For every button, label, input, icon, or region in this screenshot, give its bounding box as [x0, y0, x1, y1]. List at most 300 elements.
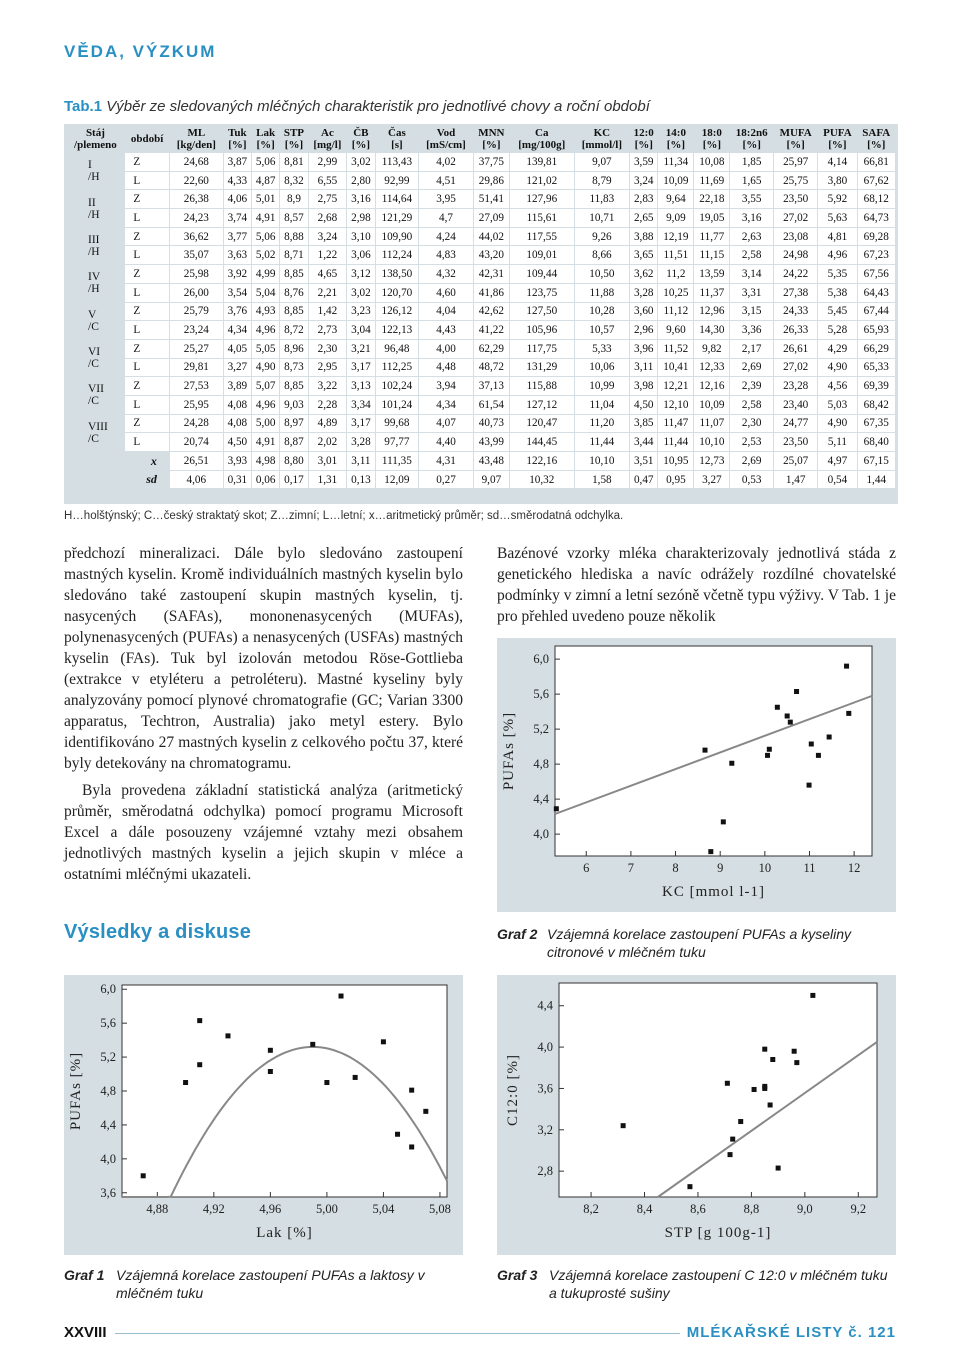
table-cell: 9,07: [473, 470, 509, 489]
table-cell: 113,43: [375, 153, 419, 172]
table-cell: 9,09: [658, 209, 694, 228]
y-tick-label: 6,0: [100, 982, 116, 997]
stats-label: sd: [66, 470, 169, 489]
column-header-line: [%]: [666, 139, 686, 151]
table-row: [66, 153, 896, 172]
table-cell: 0,13: [347, 470, 375, 489]
y-tick-label: 4,8: [533, 757, 549, 772]
column-header-line: [%]: [742, 139, 761, 151]
table-cell: L: [125, 209, 170, 228]
table-cell: 2,30: [730, 414, 774, 433]
column-header-line: Lak: [256, 127, 276, 139]
table-cell: 8,32: [280, 171, 308, 190]
table-cell: 24,22: [774, 265, 818, 284]
table-cell: 66,29: [857, 339, 896, 358]
x-tick-label: 9,0: [797, 1202, 813, 1216]
column-header-line: [%]: [256, 139, 275, 151]
data-point: [770, 1057, 775, 1062]
table-cell: L: [125, 433, 170, 452]
table-cell: 51,41: [473, 190, 509, 209]
table-cell: 10,25: [658, 283, 694, 302]
table-cell: 25,79: [169, 302, 223, 321]
table-cell: 3,89: [223, 377, 251, 396]
table-cell: 3,77: [223, 227, 251, 246]
table-cell: 48,72: [473, 358, 509, 377]
table-cell: 4,29: [818, 339, 857, 358]
table-cell: 12,73: [694, 452, 730, 471]
table-cell: 4,89: [308, 414, 347, 433]
table-cell: 12,10: [658, 395, 694, 414]
stable-breed: /H: [88, 283, 100, 296]
table-cell: Z: [125, 265, 170, 284]
table-cell: 26,33: [774, 321, 818, 340]
table-cell: 8,85: [280, 377, 308, 396]
table-cell: 2,96: [630, 321, 658, 340]
table-cell: 10,10: [694, 433, 730, 452]
column-header: [694, 126, 730, 153]
table-cell: 4,96: [252, 321, 280, 340]
table-cell: 2,73: [308, 321, 347, 340]
y-tick-label: 5,6: [533, 687, 549, 702]
data-point: [197, 1062, 202, 1067]
x-tick-label: 6: [583, 861, 590, 875]
data-point: [183, 1080, 188, 1085]
column-header: [375, 126, 419, 153]
table-cell: 138,50: [375, 265, 419, 284]
table-cell: 105,96: [509, 321, 574, 340]
table-cell: 3,98: [630, 377, 658, 396]
table-cell: 3,60: [630, 302, 658, 321]
table-cell: 64,43: [857, 283, 896, 302]
table-cell: 22,18: [694, 190, 730, 209]
x-tick-label: 4,92: [202, 1202, 225, 1216]
table-row: [66, 339, 896, 358]
table-cell: 3,11: [347, 452, 375, 471]
table-cell: 122,13: [375, 321, 419, 340]
table-cell: 120,47: [509, 414, 574, 433]
table-cell: 3,74: [223, 209, 251, 228]
table-cell: 3,95: [419, 190, 474, 209]
table-cell: 0,47: [630, 470, 658, 489]
table-cell: 12,16: [694, 377, 730, 396]
stable-breed: /H: [88, 245, 100, 258]
right-column: [497, 543, 896, 633]
table-cell: 68,42: [857, 395, 896, 414]
table-cell: 1,42: [308, 302, 347, 321]
table-cell: 3,16: [730, 209, 774, 228]
column-header-line: [%]: [828, 139, 847, 151]
stable-breed: /C: [88, 432, 99, 445]
table-cell: 11,51: [658, 246, 694, 265]
table-cell: 3,94: [419, 377, 474, 396]
table-cell: 127,50: [509, 302, 574, 321]
table-cell: Z: [125, 153, 170, 172]
table-cell: 4,65: [308, 265, 347, 284]
footer-divider: [115, 1333, 680, 1334]
column-header-line: [mmol/l]: [581, 139, 623, 151]
stats-label: x: [66, 452, 169, 471]
table-cell: 3,22: [308, 377, 347, 396]
table-cell: 2,99: [308, 153, 347, 172]
table-cell: 3,24: [308, 227, 347, 246]
table-cell: 20,74: [169, 433, 223, 452]
table-cell: 3,85: [630, 414, 658, 433]
table-cell: 10,09: [658, 171, 694, 190]
stable-breed: /C: [88, 320, 99, 333]
table-cell: 11,77: [694, 227, 730, 246]
table-cell: 2,02: [308, 433, 347, 452]
table-row: [66, 302, 896, 321]
stable-cell: [66, 302, 125, 339]
data-table-container: [64, 124, 898, 504]
table-cell: 3,11: [630, 358, 658, 377]
table-cell: 5,05: [252, 339, 280, 358]
table-cell: 117,75: [509, 339, 574, 358]
stable-cell: [66, 227, 125, 264]
table-cell: 27,09: [473, 209, 509, 228]
y-tick-label: 5,6: [100, 1016, 116, 1031]
table-cell: 3,23: [347, 302, 375, 321]
column-header: [818, 126, 857, 153]
data-point: [687, 1184, 692, 1189]
column-header-line: SAFA: [862, 127, 891, 139]
table-cell: 112,24: [375, 246, 419, 265]
data-point: [721, 819, 726, 824]
x-axis-label: STP [g 100g-1]: [664, 1225, 772, 1241]
table-cell: 109,01: [509, 246, 574, 265]
table-cell: 25,97: [774, 153, 818, 172]
data-point: [310, 1042, 315, 1047]
column-header: [574, 126, 629, 153]
x-tick-label: 5,08: [428, 1202, 451, 1216]
data-point: [788, 720, 793, 725]
table-cell: 68,40: [857, 433, 896, 452]
column-header-line: období: [130, 133, 164, 145]
data-point: [765, 753, 770, 758]
stable-cell: [66, 377, 125, 414]
table-cell: 4,90: [818, 414, 857, 433]
x-tick-label: 5,00: [315, 1202, 338, 1216]
table-cell: 42,62: [473, 302, 509, 321]
table-cell: 5,35: [818, 265, 857, 284]
column-header: [630, 126, 658, 153]
table-cell: 3,34: [347, 395, 375, 414]
table-row: [66, 190, 896, 209]
paragraph: Byla provedena základní statistická analýza (aritmetický průměr, směrodatná odchylka) pomocí programu Microsoft Excel a dále posouzeny vzájemné vztahy mezi obsahem jednotlivých mastných kyselin a jejich skupin v mléce a ostatními mléčnými ukazateli.: [64, 782, 463, 883]
table-cell: 3,51: [630, 452, 658, 471]
table-cell: 44,02: [473, 227, 509, 246]
column-header-line: ML: [187, 127, 206, 139]
table-cell: 14,30: [694, 321, 730, 340]
stable-cell: [66, 339, 125, 376]
paragraph: Bazénové vzorky mléka charakterizovaly jednotlivá stáda z genetického hlediska a navíc odrážely rozdílné chovatelské podmínky v zimní a letní sezóně včetně typu výživy. V Tab. 1 je pro přehled uvedeno pouze několik: [497, 545, 896, 625]
y-axis-label: C12:0 [%]: [505, 1054, 521, 1126]
table-cell: 67,15: [857, 452, 896, 471]
column-header-line: Vod: [436, 127, 456, 139]
table-cell: L: [125, 395, 170, 414]
table-cell: 5,06: [252, 227, 280, 246]
column-header-line: [%]: [284, 139, 304, 151]
table-cell: 8,85: [280, 265, 308, 284]
table-cell: 4,50: [630, 395, 658, 414]
table-cell: L: [125, 171, 170, 190]
table-cell: 61,54: [473, 395, 509, 414]
table-cell: 4,98: [252, 452, 280, 471]
table-cell: 92,99: [375, 171, 419, 190]
table-cell: 3,21: [347, 339, 375, 358]
y-tick-label: 4,4: [533, 792, 549, 807]
data-point: [738, 1119, 743, 1124]
table-cell: 11,47: [658, 414, 694, 433]
page-number: XXVIII: [64, 1324, 107, 1341]
column-header-line: STP: [283, 127, 305, 139]
table-cell: 23,28: [774, 377, 818, 396]
table-cell: 4,07: [419, 414, 474, 433]
paragraph: předchozí mineralizaci. Dále bylo sledováno zastoupení mastných kyselin. Kromě individuálních mastných kyselin bylo sledováno také zastoupení skupin mastných kyselin, tj. nasycených (SAFAs), mononenasycených (MUFAs), polynenasycených (PUFAs) a nenasycených (USFAs) mastných kyselin (FAs). Tuk byl izolován metodou Röse-Gottlieba (extrakce v etyléteru a petroléteru). Mastné kyseliny byly analyzovány pomocí plynové chromatografie (GC; Varian 3300 apparatus, Techtron, Australia) jako metyl estery. Bylo identifikováno 27 mastných kyselin z celkového počtu 37, které byly detekovány na chromatogramu.: [64, 545, 463, 772]
column-header-line: [%]: [482, 139, 501, 151]
column-header-line: [mS/cm]: [426, 139, 466, 151]
table-cell: 4,31: [419, 452, 474, 471]
table-cell: 2,80: [347, 171, 375, 190]
table-cell: 8,66: [574, 246, 629, 265]
data-point: [816, 753, 821, 758]
table-cell: 3,02: [347, 153, 375, 172]
column-header: [419, 126, 474, 153]
table-cell: 9,03: [280, 395, 308, 414]
table-cell: 0,95: [658, 470, 694, 489]
data-point: [785, 714, 790, 719]
table-cell: Z: [125, 302, 170, 321]
data-point: [703, 748, 708, 753]
column-header-line: [%]: [351, 139, 371, 151]
table-cell: 11,52: [658, 339, 694, 358]
data-point: [794, 1060, 799, 1065]
column-header-line: PUFA: [823, 127, 852, 139]
data-point: [409, 1144, 414, 1149]
table-cell: 3,10: [347, 227, 375, 246]
table-cell: Z: [125, 227, 170, 246]
table-cell: 25,75: [774, 171, 818, 190]
data-point: [554, 806, 559, 811]
column-header-line: [%]: [228, 139, 247, 151]
column-header: [169, 126, 223, 153]
table-cell: 0,53: [730, 470, 774, 489]
stable-breed: /C: [88, 395, 99, 408]
table-cell: 4,97: [818, 452, 857, 471]
table-cell: 4,43: [419, 321, 474, 340]
stable-breed: /C: [88, 358, 99, 371]
data-point: [268, 1069, 273, 1074]
table-cell: 23,50: [774, 433, 818, 452]
table-cell: L: [125, 246, 170, 265]
table-cell: 3,44: [630, 433, 658, 452]
x-tick-label: 12: [847, 861, 861, 875]
table-cell: 11,04: [574, 395, 629, 414]
stable-stable: V: [88, 308, 97, 321]
data-point: [794, 689, 799, 694]
table-cell: 3,04: [347, 321, 375, 340]
column-header-line: 18:0: [701, 127, 722, 139]
table-cell: 4,90: [818, 358, 857, 377]
table-cell: 10,10: [574, 452, 629, 471]
table-cell: 64,73: [857, 209, 896, 228]
table-cell: 1,22: [308, 246, 347, 265]
table-cell: 10,08: [694, 153, 730, 172]
table-cell: 23,40: [774, 395, 818, 414]
table-cell: 2,75: [308, 190, 347, 209]
table-cell: 4,96: [818, 246, 857, 265]
table-cell: 62,29: [473, 339, 509, 358]
column-header-line: [mg/100g]: [518, 139, 566, 151]
table-cell: 5,92: [818, 190, 857, 209]
data-point: [752, 1087, 757, 1092]
table-cell: 12,09: [375, 470, 419, 489]
table-cell: 24,77: [774, 414, 818, 433]
x-tick-label: 4,88: [146, 1202, 169, 1216]
column-header: [658, 126, 694, 153]
stable-breed: /H: [88, 208, 100, 221]
table-cell: 5,28: [818, 321, 857, 340]
table-cell: 4,08: [223, 395, 251, 414]
plot-area: [555, 646, 872, 856]
data-point: [776, 1166, 781, 1171]
table-cell: 27,53: [169, 377, 223, 396]
table-cell: 4,93: [252, 302, 280, 321]
table-cell: 4,87: [252, 171, 280, 190]
table-cell: 0,27: [419, 470, 474, 489]
y-tick-label: 5,2: [533, 722, 549, 737]
table-cell: 9,26: [574, 227, 629, 246]
x-axis-label: KC [mmol l-1]: [662, 884, 765, 900]
stable-stable: VI: [88, 346, 101, 359]
table-cell: 97,77: [375, 433, 419, 452]
table-cell: 3,92: [223, 265, 251, 284]
table-cell: 67,62: [857, 171, 896, 190]
table-cell: 10,95: [658, 452, 694, 471]
table-cell: 8,72: [280, 321, 308, 340]
table-cell: 3,24: [630, 171, 658, 190]
stable-stable: III: [88, 233, 100, 246]
column-header: [347, 126, 375, 153]
table-cell: 4,51: [419, 171, 474, 190]
table-row: [66, 358, 896, 377]
column-header-line: Tuk: [228, 127, 247, 139]
data-point: [725, 1081, 730, 1086]
table-cell: 0,06: [252, 470, 280, 489]
table-cell: 3,06: [347, 246, 375, 265]
plot-area: [122, 985, 447, 1197]
data-point: [729, 761, 734, 766]
table-cell: 69,28: [857, 227, 896, 246]
column-header: [223, 126, 251, 153]
graph-1-label: Graf 1: [64, 1267, 105, 1283]
table-row: [66, 209, 896, 228]
data-point: [225, 1033, 230, 1038]
y-axis-label: PUFAs [%]: [501, 711, 517, 791]
table-cell: 5,63: [818, 209, 857, 228]
column-header-line: /plemeno: [74, 139, 117, 152]
table-cell: 10,71: [574, 209, 629, 228]
y-tick-label: 4,0: [100, 1151, 116, 1166]
table-cell: L: [125, 358, 170, 377]
table-cell: 10,50: [574, 265, 629, 284]
y-tick-label: 3,6: [100, 1185, 116, 1200]
table-cell: 10,57: [574, 321, 629, 340]
table-cell: 131,29: [509, 358, 574, 377]
table-cell: 37,13: [473, 377, 509, 396]
y-tick-label: 5,2: [100, 1050, 116, 1065]
table-cell: 23,08: [774, 227, 818, 246]
data-point: [381, 1039, 386, 1044]
table-cell: 2,39: [730, 377, 774, 396]
table-cell: 2,95: [308, 358, 347, 377]
table-cell: 11,20: [574, 414, 629, 433]
table-cell: 43,99: [473, 433, 509, 452]
table-caption: [64, 98, 904, 115]
data-point: [775, 705, 780, 710]
table-cell: 4,33: [223, 171, 251, 190]
table-cell: 67,23: [857, 246, 896, 265]
table-cell: 3,01: [308, 452, 347, 471]
table-cell: 102,24: [375, 377, 419, 396]
data-point: [621, 1123, 626, 1128]
y-tick-label: 4,0: [533, 827, 549, 842]
table-cell: Z: [125, 377, 170, 396]
data-point: [197, 1018, 202, 1023]
table-cell: 126,12: [375, 302, 419, 321]
table-cell: 11,37: [694, 283, 730, 302]
table-cell: 11,07: [694, 414, 730, 433]
table-cell: 115,88: [509, 377, 574, 396]
table-cell: 42,31: [473, 265, 509, 284]
table-label: Tab.1: [64, 98, 103, 115]
table-cell: 3,17: [347, 358, 375, 377]
table-cell: 4,34: [419, 395, 474, 414]
stable-cell: [66, 153, 125, 190]
table-cell: 5,11: [818, 433, 857, 452]
table-cell: 24,98: [774, 246, 818, 265]
table-cell: 4,06: [223, 190, 251, 209]
table-cell: 11,34: [658, 153, 694, 172]
stable-stable: VII: [88, 383, 104, 396]
table-cell: 9,82: [694, 339, 730, 358]
data-point: [353, 1075, 358, 1080]
column-header-line: KC: [593, 127, 611, 139]
x-tick-label: 8,2: [583, 1202, 599, 1216]
table-cell: 4,48: [419, 358, 474, 377]
column-header: [308, 126, 347, 153]
table-cell: 10,99: [574, 377, 629, 396]
table-cell: 8,88: [280, 227, 308, 246]
table-cell: 3,80: [818, 171, 857, 190]
table-cell: 4,56: [818, 377, 857, 396]
table-cell: 41,86: [473, 283, 509, 302]
table-cell: 2,69: [730, 358, 774, 377]
y-tick-label: 2,8: [537, 1164, 553, 1179]
table-cell: 1,65: [730, 171, 774, 190]
table-cell: 4,04: [419, 302, 474, 321]
table-cell: 8,71: [280, 246, 308, 265]
y-tick-label: 3,2: [537, 1122, 553, 1137]
table-cell: 1,31: [308, 470, 347, 489]
x-tick-label: 7: [627, 861, 635, 875]
data-point: [762, 1047, 767, 1052]
table-cell: 8,9: [280, 190, 308, 209]
table-cell: 43,20: [473, 246, 509, 265]
table-cell: 3,87: [223, 153, 251, 172]
column-header-line: 18:2n6: [735, 127, 768, 139]
table-cell: 27,02: [774, 358, 818, 377]
